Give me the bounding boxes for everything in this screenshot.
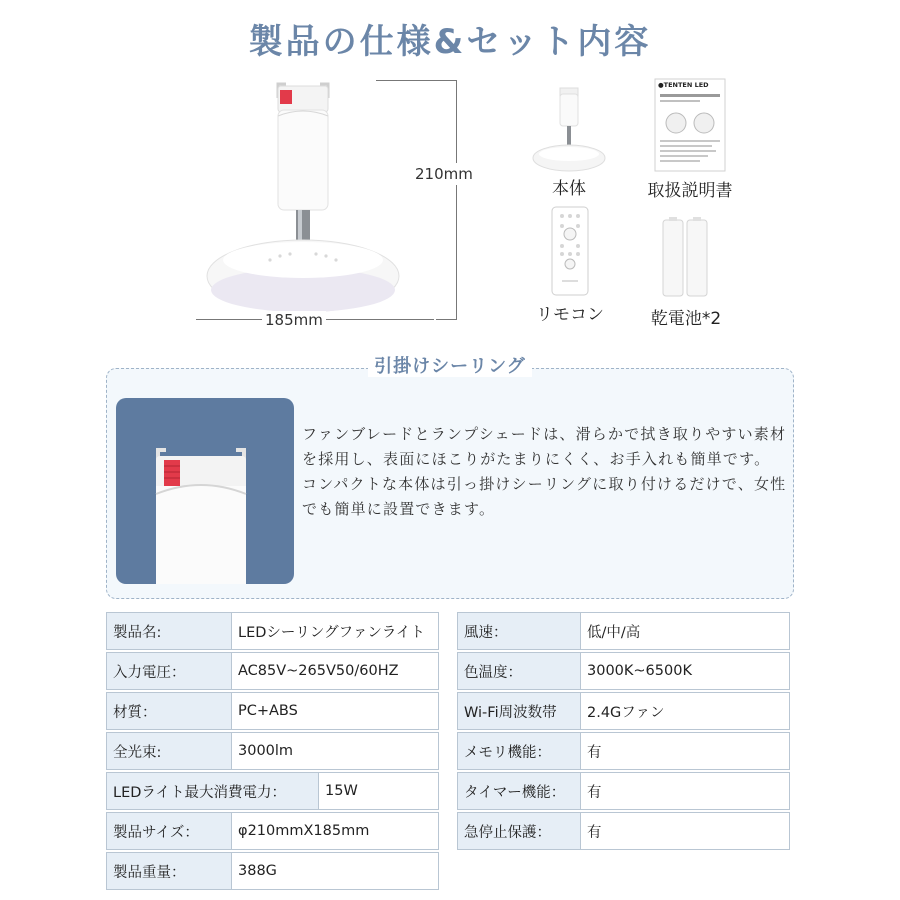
spec-value: 2.4Gファン <box>580 692 790 730</box>
spec-label: 急停止保護： <box>457 812 581 850</box>
ceiling-hook-plug-icon <box>116 398 294 584</box>
feature-title-text: 引掛けシーリング <box>368 356 532 377</box>
manual-icon <box>654 78 726 172</box>
page-title: 製品の仕様&セット内容 <box>248 22 652 62</box>
set-item-body <box>524 84 614 199</box>
product-image <box>190 70 490 340</box>
dimension-line <box>436 319 456 320</box>
spec-label: 色温度： <box>457 652 581 690</box>
spec-label: Wi-Fi周波数帯 <box>457 692 581 730</box>
spec-label: 入力電圧： <box>106 652 232 690</box>
manual-brand: ●TENTEN LED <box>658 81 709 89</box>
spec-value: PC+ABS <box>231 692 439 730</box>
spec-value: 有 <box>580 772 790 810</box>
spec-value: 388G <box>231 852 439 890</box>
spec-value: 3000lm <box>231 732 439 770</box>
feature-description <box>302 422 792 522</box>
spec-label: 製品重量： <box>106 852 232 890</box>
feature-title <box>0 352 900 378</box>
set-item-label: 本体 <box>552 179 586 199</box>
set-item-label: 取扱説明書 <box>647 181 733 201</box>
feature-paragraph: コンパクトな本体は引っ掛けシーリングに取り付けるだけで、女性でも簡単に設置できます。 <box>302 475 787 518</box>
set-item-label: リモコン <box>536 305 604 325</box>
spec-value: LEDシーリングファンライト <box>231 612 439 650</box>
spec-label: 製品名: <box>106 612 232 650</box>
feature-paragraph: ファンブレードとランプシェードは、滑らかで拭き取りやすい素材を採用し、表面にほこりがたまりにくく、お手入れも簡単です。 <box>302 425 787 468</box>
spec-value: 有 <box>580 812 790 850</box>
set-item-label: 乾電池*2 <box>650 309 722 329</box>
remote-control-icon <box>550 206 590 296</box>
spec-label: 風速： <box>457 612 581 650</box>
ceiling-fan-light-icon <box>190 70 490 340</box>
dimension-line <box>376 80 456 81</box>
spec-value: AC85V~265V50/60HZ <box>231 652 439 690</box>
spec-value: 3000K~6500K <box>580 652 790 690</box>
spec-value: φ210mmX185mm <box>231 812 439 850</box>
spec-value: 有 <box>580 732 790 770</box>
width-dimension: 185mm <box>262 311 326 329</box>
set-item-remote <box>530 206 610 325</box>
spec-value: 15W <box>318 772 439 810</box>
spec-label: LEDライト最大消費電力： <box>106 772 319 810</box>
spec-value: 低/中/高 <box>580 612 790 650</box>
spec-label: タイマー機能： <box>457 772 581 810</box>
spec-label: メモリ機能： <box>457 732 581 770</box>
spec-label: 製品サイズ： <box>106 812 232 850</box>
dimension-line <box>456 80 457 320</box>
battery-icon <box>660 216 712 300</box>
spec-label: 材質： <box>106 692 232 730</box>
set-item-batteries <box>636 216 736 329</box>
feature-image <box>116 398 294 584</box>
fan-light-body-icon <box>524 84 614 172</box>
spec-label: 全光束: <box>106 732 232 770</box>
set-item-manual <box>640 78 740 201</box>
height-dimension: 210mm <box>415 165 473 183</box>
